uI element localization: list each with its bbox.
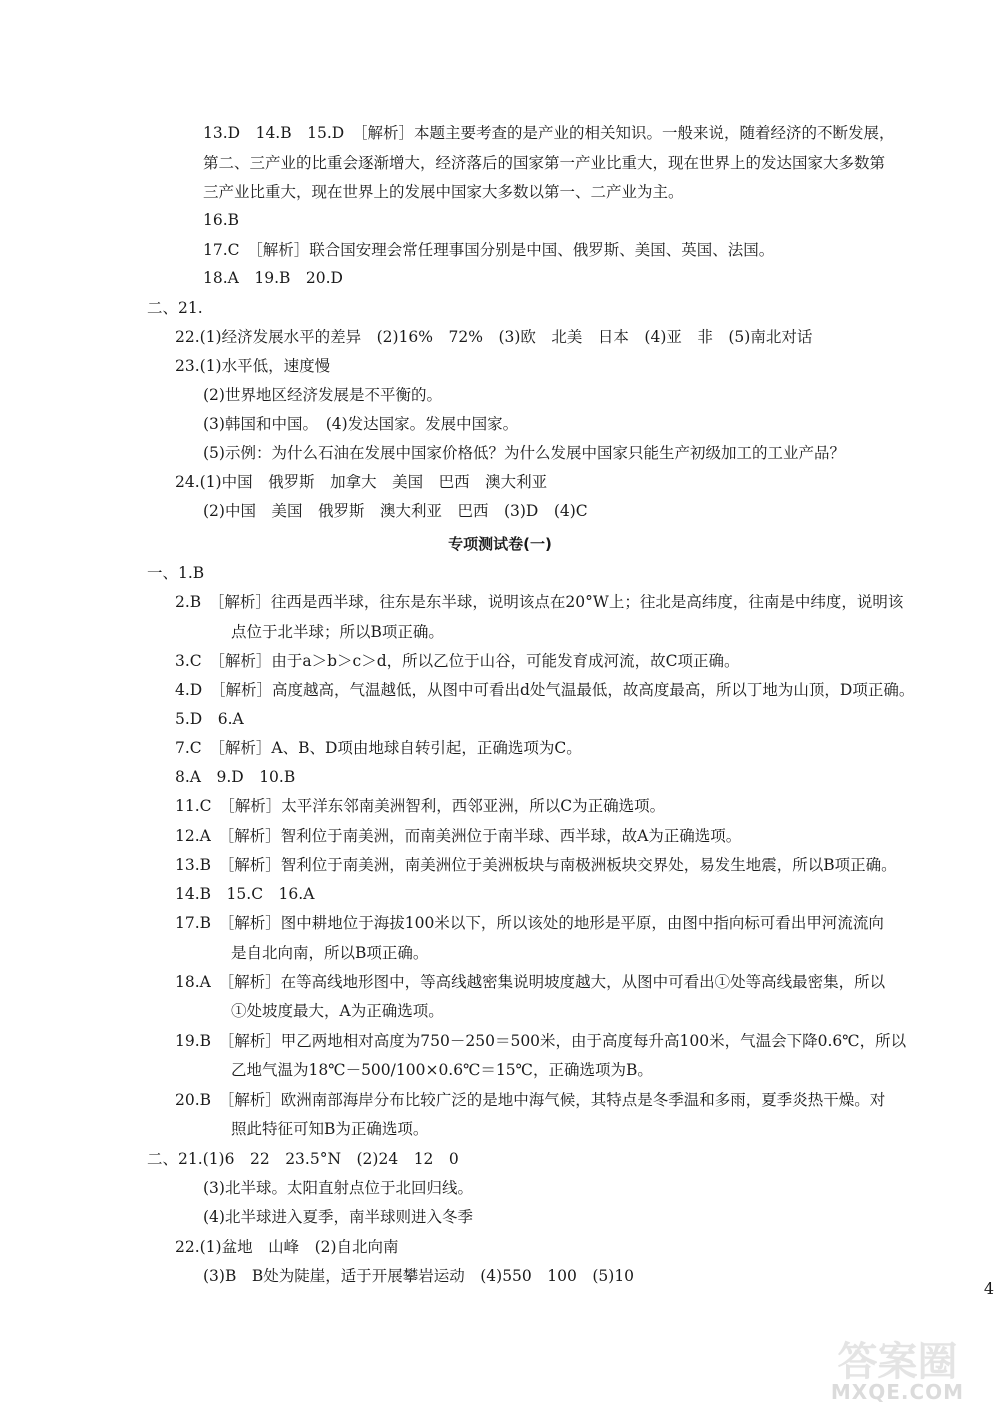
text-line: 5.D 6.A (175, 710, 244, 728)
text-line: 乙地气温为18℃－500/100×0.6℃＝15℃，正确选项为B。 (231, 1061, 653, 1079)
text-line: 18.A ［解析］在等高线地形图中，等高线越密集说明坡度越大，从图中可看出①处等高线最密集，所以 (175, 973, 886, 991)
text-line: 二、21.(1)6 22 23.5°N (2)24 12 0 (147, 1150, 459, 1168)
text-line: 三产业比重大，现在世界上的发展中国家大多数以第一、二产业为主。 (203, 183, 684, 201)
text-line: 4.D ［解析］高度越高，气温越低，从图中可看出d处气温最低，故高度最高，所以丁地为山顶，D项正确。 (175, 681, 915, 699)
text-line: 8.A 9.D 10.B (175, 768, 296, 786)
section-title: 专项测试卷(一) (448, 535, 552, 553)
text-line: 一、1.B (147, 564, 205, 582)
text-line: (2)中国 美国 俄罗斯 澳大利亚 巴西 (3)D (4)C (203, 502, 588, 520)
text-line: 19.B ［解析］甲乙两地相对高度为750－250＝500米，由于高度每升高100米，气温会下降0.6℃，所以 (175, 1032, 907, 1050)
text-line: 13.D 14.B 15.D ［解析］本题主要考查的是产业的相关知识。一般来说，随着经济的不断发展， (203, 124, 895, 142)
watermark-logo-text: 答案圈 (837, 1339, 958, 1385)
text-line: (2)世界地区经济发展是不平衡的。 (203, 386, 442, 404)
text-line: 12.A ［解析］智利位于南美洲，而南美洲位于南半球、西半球，故A为正确选项。 (175, 827, 742, 845)
text-line: 14.B 15.C 16.A (175, 885, 315, 903)
text-line: 第二、三产业的比重会逐渐增大，经济落后的国家第一产业比重大，现在世界上的发达国家大多数第 (203, 154, 886, 172)
watermark-logo (805, 1330, 990, 1405)
text-line: 17.B ［解析］图中耕地位于海拔100米以下，所以该处的地形是平原，由图中指向标可看出甲河流流向 (175, 914, 884, 932)
text-line: ①处坡度最大，A为正确选项。 (231, 1002, 444, 1020)
text-line: 18.A 19.B 20.D (203, 269, 343, 287)
text-line: 7.C ［解析］A、B、D项由地球自转引起，正确选项为C。 (175, 739, 582, 757)
text-line: 17.C ［解析］联合国安理会常任理事国分别是中国、俄罗斯、美国、英国、法国。 (203, 241, 775, 259)
text-line: 20.B ［解析］欧洲南部海岸分布比较广泛的是地中海气候，其特点是冬季温和多雨，夏季炎热干燥。对 (175, 1091, 886, 1109)
text-line: (3)B B处为陡崖，适于开展攀岩运动 (4)550 100 (5)10 (203, 1267, 635, 1285)
text-line: 是自北向南，所以B项正确。 (231, 944, 429, 962)
text-line: 照此特征可知B为正确选项。 (231, 1120, 429, 1138)
text-line: 11.C ［解析］太平洋东邻南美洲智利，西邻亚洲，所以C为正确选项。 (175, 797, 666, 815)
text-line: (4)北半球进入夏季，南半球则进入冬季 (203, 1208, 473, 1226)
page-number: 4 (983, 1279, 994, 1298)
text-line: 13.B ［解析］智利位于南美洲，南美洲位于美洲板块与南极洲板块交界处，易发生地震，所以B项正确。 (175, 856, 897, 874)
text-line: 22.(1)经济发展水平的差异 (2)16% 72% (3)欧 北美 日本 (4)亚 非 (5)南北对话 (175, 328, 813, 346)
text-line: 23.(1)水平低，速度慢 (175, 357, 331, 375)
watermark-site-text: MXQE.COM (830, 1380, 965, 1404)
text-line: (5)示例：为什么石油在发展中国家价格低？为什么发展中国家只能生产初级加工的工业产品？ (203, 444, 845, 462)
text-line: 22.(1)盆地 山峰 (2)自北向南 (175, 1238, 399, 1256)
text-line: 2.B ［解析］往西是西半球，往东是东半球，说明该点在20°W上；往北是高纬度，往南是中纬度，说明该 (175, 593, 904, 611)
text-line: 点位于北半球；所以B项正确。 (231, 623, 444, 641)
text-line: (3)北半球。太阳直射点位于北回归线。 (203, 1179, 473, 1197)
text-line: 16.B (203, 211, 240, 229)
text-line: 二、21. (147, 299, 203, 317)
text-line: (3)韩国和中国。 (4)发达国家。发展中国家。 (203, 415, 519, 433)
text-line: 24.(1)中国 俄罗斯 加拿大 美国 巴西 澳大利亚 (175, 473, 548, 491)
text-line: 3.C ［解析］由于a＞b＞c＞d，所以乙位于山谷，可能发育成河流，故C项正确。 (175, 652, 740, 670)
